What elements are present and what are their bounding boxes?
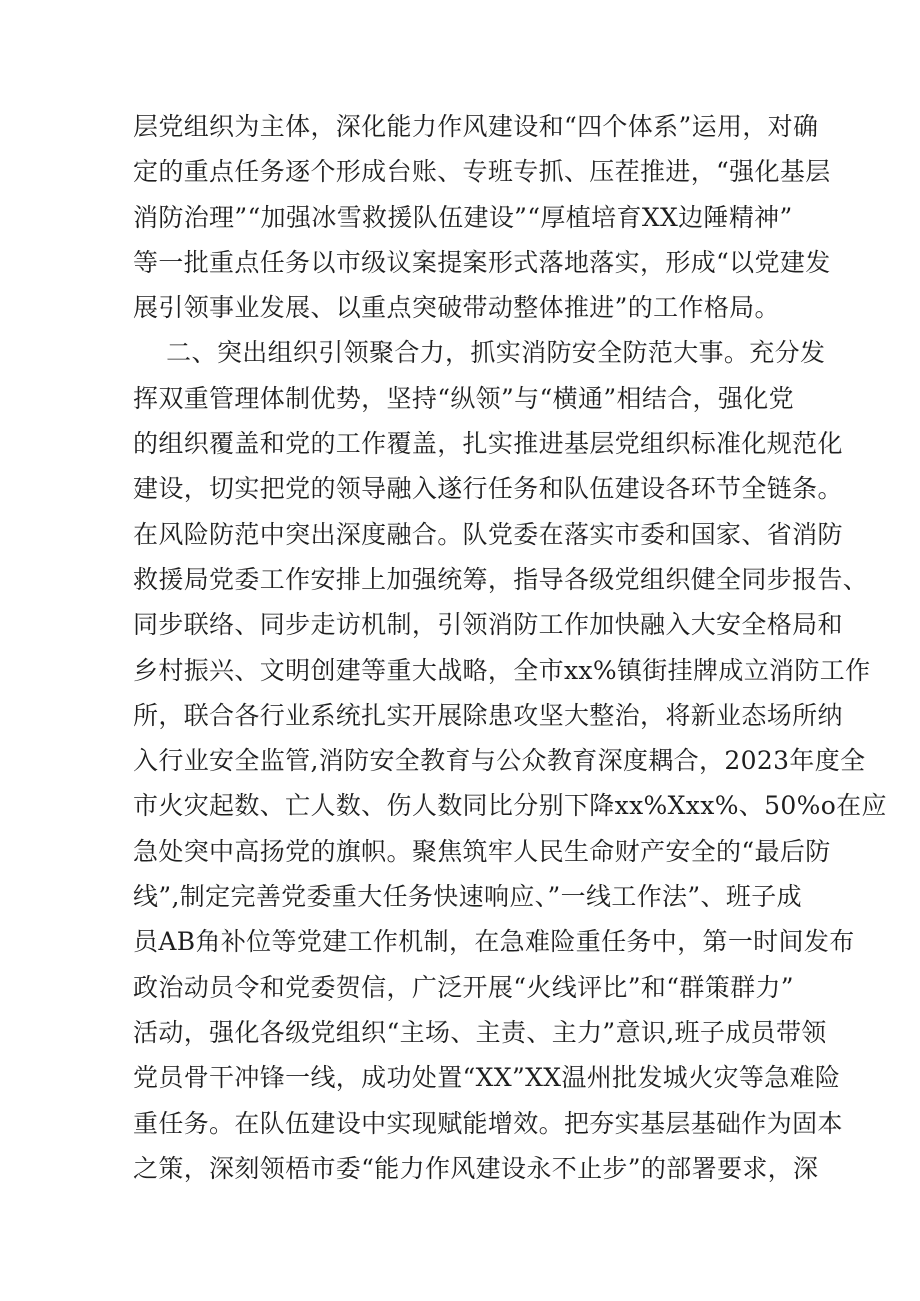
text-line: 救援局党委工作安排上加强统筹，指导各级党组织健全同步报告、	[133, 564, 869, 594]
text-line: 所，联合各行业系统扎实开展除患攻坚大整治，将新业态场所纳	[133, 700, 843, 730]
text-line: 市火灾起数、亡人数、伤人数同比分别下降xx%Xxx%、50%o在应	[133, 791, 887, 821]
text-line: 线”,制定完善党委重大任务快速响应、”一线工作法”、班子成	[133, 882, 802, 912]
text-line: 员AB角补位等党建工作机制，在急难险重任务中，第一时间发布	[133, 927, 855, 957]
text-line: 乡村振兴、文明创建等重大战略，全市xx%镇街挂牌成立消防工作	[133, 655, 871, 685]
text-line: 入行业安全监管,消防安全教育与公众教育深度耦合，2023年度全	[133, 746, 866, 776]
text-line: 急处突中高扬党的旗帜。聚焦筑牢人民生命财产安全的“最后防	[133, 836, 831, 866]
text-line: 层党组织为主体，深化能力作风建设和“四个体系”运用，对确	[133, 112, 819, 141]
text-line: 消防治理”“加强冰雪救援队伍建设”“厚植培育XX边陲精神”	[133, 202, 793, 232]
text-line: 之策，深刻领梧市委“能力作风建设永不止步”的部署要求，深	[133, 1153, 819, 1183]
text-line: 建设，切实把党的领导融入遂行任务和队伍建设各环节全链条。	[133, 474, 843, 504]
body-text	[133, 104, 887, 1191]
text-line: 二、突出组织引领聚合力，抓实消防安全防范大事。充分发	[133, 338, 826, 368]
text-line: 重任务。在队伍建设中实现赋能增效。把夯实基层基础作为固本	[133, 1108, 843, 1138]
text-line: 的组织覆盖和党的工作覆盖，扎实推进基层党组织标准化规范化	[133, 429, 843, 459]
text-line: 展引领事业发展、以重点突破带动整体推进”的工作格局。	[133, 293, 780, 323]
text-line: 活动，强化各级党组织“主场、主责、主力”意识,班子成员带领	[133, 1017, 827, 1047]
text-line: 政治动员令和党委贺信，广泛开展“火线评比”和“群策群力”	[133, 972, 794, 1002]
text-line: 等一批重点任务以市级议案提案形式落地落实，形成“以党建发	[133, 247, 831, 277]
text-line: 在风险防范中突出深度融合。队党委在落实市委和国家、省消防	[133, 519, 843, 549]
text-line: 挥双重管理体制优势，坚持“纵领”与“横通”相结合，强化党	[133, 383, 794, 413]
text-line: 定的重点任务逐个形成台账、专班专抓、压茬推进，“强化基层	[133, 157, 831, 187]
text-line: 党员骨干冲锋一线，成功处置“XX”XX温州批发城火灾等急难险	[133, 1063, 841, 1093]
text-line: 同步联络、同步走访机制，引领消防工作加快融入大安全格局和	[133, 610, 843, 640]
